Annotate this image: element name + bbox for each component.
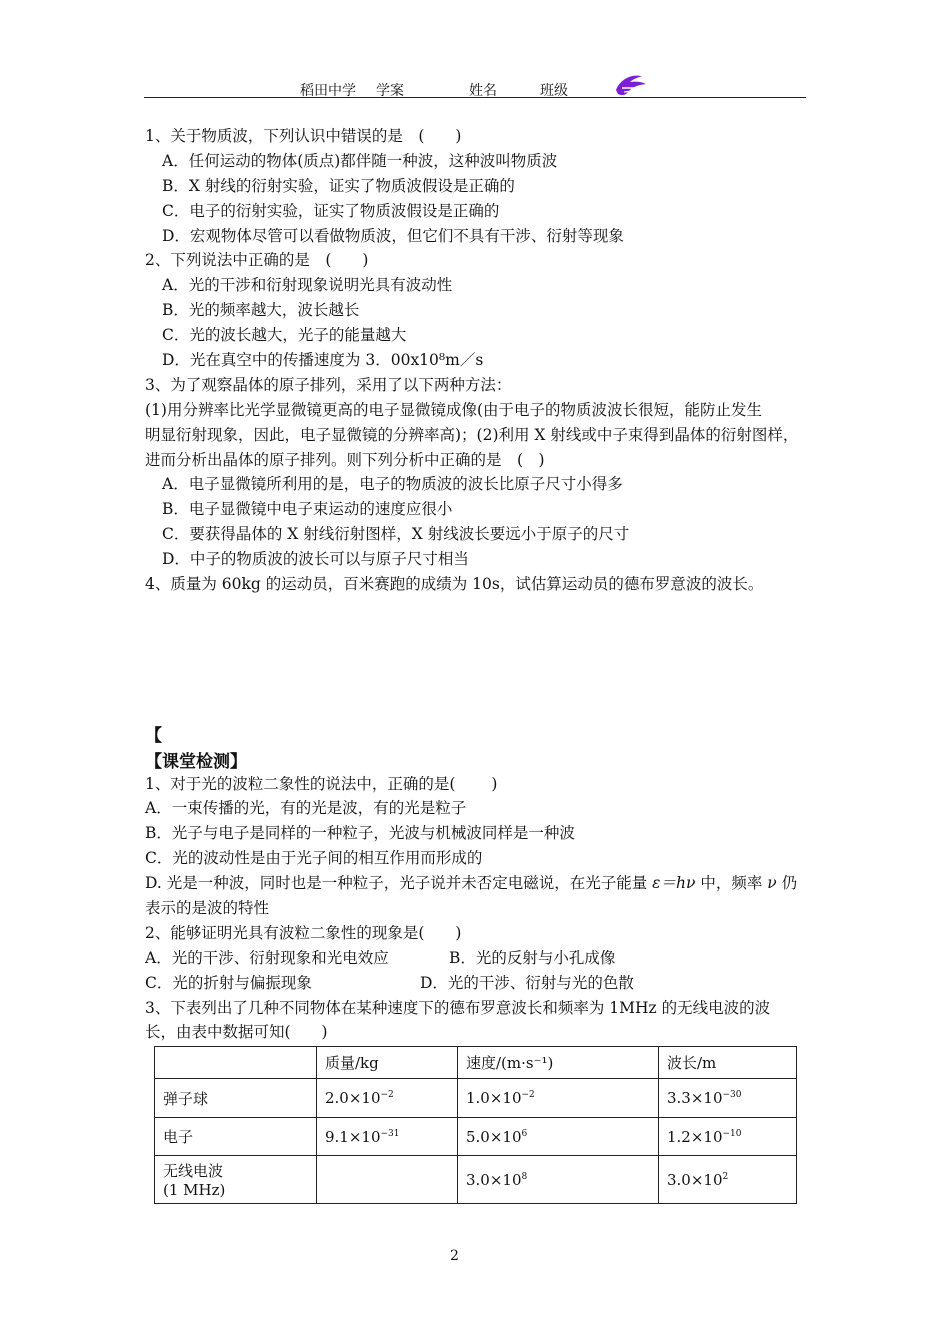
table-cell: $1.2\times 10^{-10}$ <box>659 1118 797 1156</box>
q3-option-c: C．要获得晶体的 X 射线衍射图样，X 射线波长要远小于原子的尺寸 <box>162 525 630 543</box>
q3-option-d: D．中子的物质波的波长可以与原子尺寸相当 <box>162 550 469 568</box>
q3-body-line-3: 进而分析出晶体的原子排列。则下列分析中正确的是 ( ) <box>145 451 545 469</box>
test-q2-option-c: C．光的折射与偏振现象 <box>145 974 312 992</box>
q4-stem: 4、质量为 60kg 的运动员，百米赛跑的成绩为 10s，试估算运动员的德布罗意波的波长。 <box>145 575 764 593</box>
test-q1-option-d-text-3: 仍 <box>776 874 798 892</box>
table-header-row <box>155 1047 797 1079</box>
table-cell: $5.0\times 10^6$ <box>458 1118 659 1156</box>
q1-stem: 1、关于物质波，下列认识中错误的是 ( ) <box>145 127 462 145</box>
table-cell: $3.3\times 10^{-30}$ <box>659 1079 797 1118</box>
table-header-cell: 质量/kg <box>317 1047 458 1079</box>
q2-option-b: B．光的频率越大，波长越长 <box>162 301 360 319</box>
test-q3-line-1: 3、下表列出了几种不同物体在某种速度下的德布罗意波长和频率为 1MHz 的无线电波的波 <box>145 999 771 1017</box>
school-logo-icon <box>612 70 650 98</box>
doc-type: 学案 <box>376 83 404 99</box>
q2-option-c: C．光的波长越大，光子的能量越大 <box>162 326 407 344</box>
page-header <box>144 76 806 98</box>
test-q2-option-d: D．光的干涉、衍射与光的色散 <box>420 974 634 992</box>
table-cell: $9.1\times 10^{-31}$ <box>317 1118 458 1156</box>
q2-option-a: A．光的干涉和衍射现象说明光具有波动性 <box>162 276 453 294</box>
table-cell: $3.0\times 10^8$ <box>458 1156 659 1204</box>
q3-option-b: B．电子显微镜中电子束运动的速度应很小 <box>162 500 453 518</box>
table-header-cell: 波长/m <box>659 1047 797 1079</box>
test-q1-option-a: A．一束传播的光，有的光是波，有的光是粒子 <box>145 799 467 817</box>
test-q1-option-d <box>145 873 797 893</box>
photon-energy-formula: ε＝hν <box>652 874 696 892</box>
q2-option-d: D．光在真空中的传播速度为 3．00x10⁸m／s <box>162 351 484 369</box>
q3-body-line-2: 明显衍射现象，因此，电子显微镜的分辨率高)；(2)利用 X 射线或中子束得到晶体的衍射图样， <box>145 426 799 444</box>
test-q2-option-a: A．光的干涉、衍射现象和光电效应 <box>145 949 389 967</box>
table-row <box>155 1156 797 1204</box>
name-label: 姓名 <box>469 83 497 99</box>
test-q1-option-b: B．光子与电子是同样的一种粒子，光波与机械波同样是一种波 <box>145 824 575 842</box>
table-header-cell: 速度/(m·s⁻¹) <box>458 1047 659 1079</box>
de-broglie-table <box>154 1046 797 1204</box>
school-name: 稻田中学 <box>300 83 356 99</box>
q3-body-line-1: (1)用分辨率比光学显微镜更高的电子显微镜成像(由于电子的物质波波长很短，能防止发生 <box>145 401 763 419</box>
table-cell: 弹子球 <box>155 1079 317 1118</box>
q1-option-d: D．宏观物体尽管可以看做物质波，但它们不具有干涉、衍射等现象 <box>162 227 624 245</box>
class-label: 班级 <box>540 83 568 99</box>
table-header-cell <box>155 1047 317 1079</box>
table-cell: 电子 <box>155 1118 317 1156</box>
table-cell: $1.0\times 10^{-2}$ <box>458 1079 659 1118</box>
page-number: 2 <box>450 1248 459 1264</box>
q3-option-a: A．电子显微镜所利用的是，电子的物质波的波长比原子尺寸小得多 <box>162 475 623 493</box>
q3-stem: 3、为了观察晶体的原子排列，采用了以下两种方法： <box>145 376 512 394</box>
frequency-symbol: ν <box>767 874 777 892</box>
test-q1-option-d-text-2: 中，频率 <box>695 874 768 892</box>
table-row <box>155 1079 797 1118</box>
test-q1-stem: 1、对于光的波粒二象性的说法中，正确的是( ) <box>145 775 498 793</box>
header-divider <box>144 97 806 98</box>
q2-stem: 2、下列说法中正确的是 ( ) <box>145 251 369 269</box>
table-row <box>155 1118 797 1156</box>
test-q3-line-2: 长，由表中数据可知( ) <box>145 1023 328 1041</box>
table-cell <box>317 1156 458 1204</box>
table-cell: 无线电波 (1 MHz) <box>155 1156 317 1204</box>
stray-bracket: 【 <box>145 726 162 746</box>
test-q1-option-c: C．光的波动性是由于光子间的相互作用而形成的 <box>145 849 483 867</box>
test-q2-stem: 2、能够证明光具有波粒二象性的现象是( ) <box>145 924 462 942</box>
test-q1-option-d-text-1: D. 光是一种波，同时也是一种粒子，光子说并未否定电磁说，在光子能量 <box>145 874 653 892</box>
table-cell: $3.0\times 10^2$ <box>659 1156 797 1204</box>
test-q1-option-d-cont: 表示的是波的特性 <box>145 899 270 917</box>
q1-option-b: B．X 射线的衍射实验，证实了物质波假设是正确的 <box>162 177 515 195</box>
table-cell: $2.0\times 10^{-2}$ <box>317 1079 458 1118</box>
section-title-classroom-test: 【课堂检测】 <box>145 752 247 772</box>
q1-option-a: A．任何运动的物体(质点)都伴随一种波，这种波叫物质波 <box>162 152 558 170</box>
test-q2-option-b: B．光的反射与小孔成像 <box>449 949 616 967</box>
q1-option-c: C．电子的衍射实验，证实了物质波假设是正确的 <box>162 202 500 220</box>
